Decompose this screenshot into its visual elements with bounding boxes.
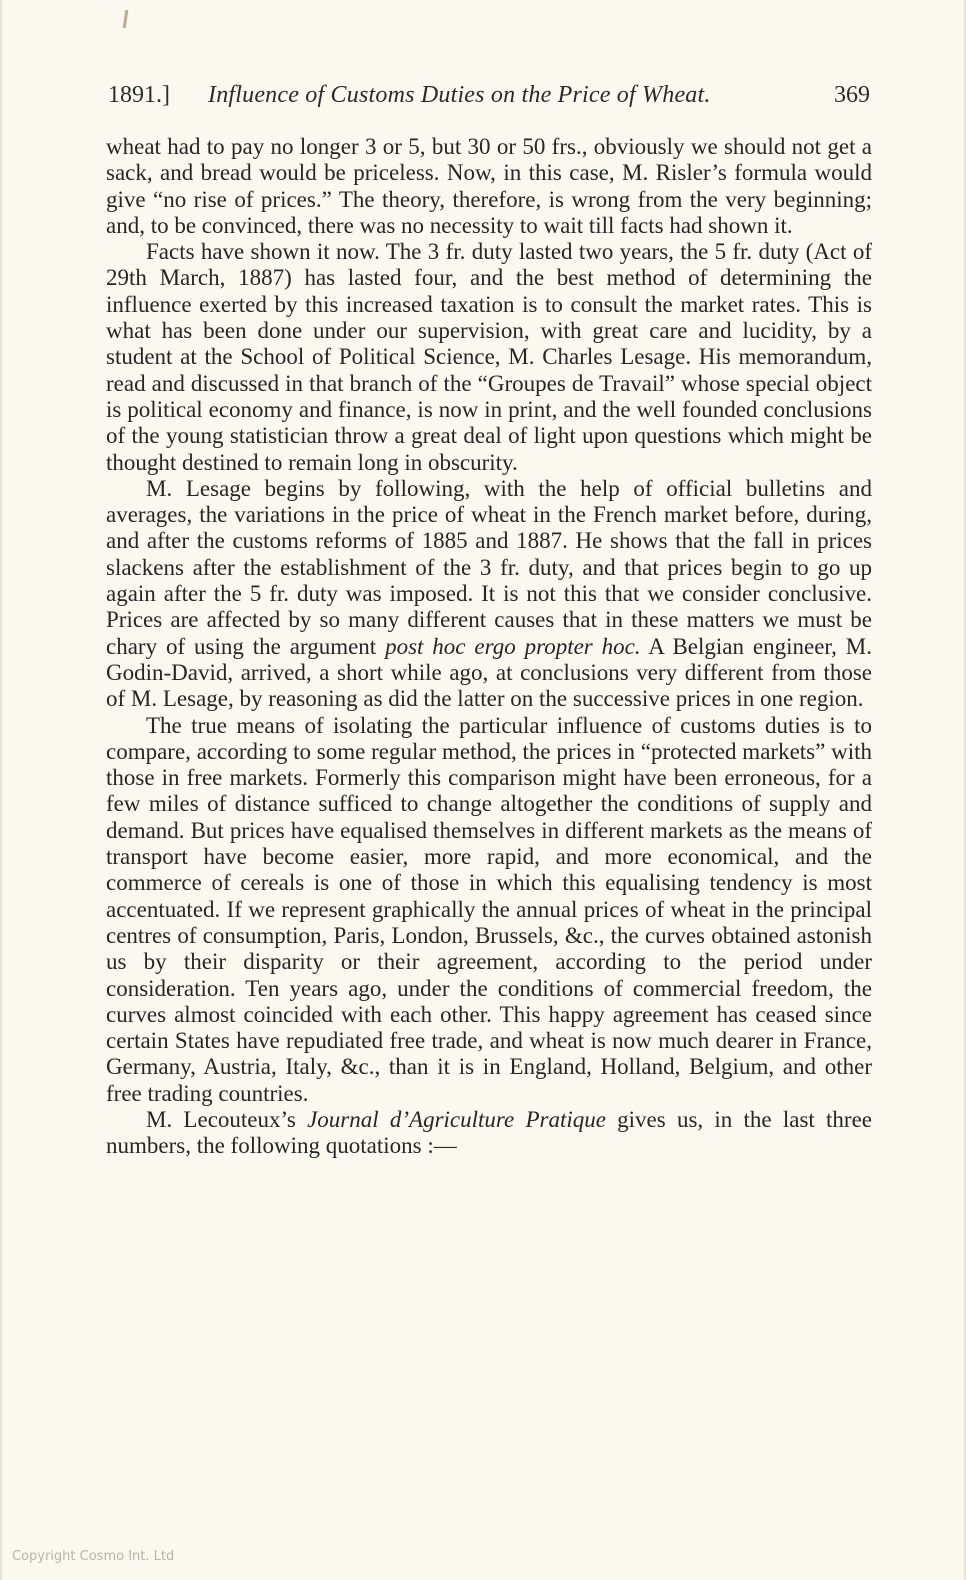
paragraph-5-text-after: gives us, in the last three numbers, the following quotations :— — [106, 1106, 872, 1159]
running-header — [108, 82, 874, 116]
paragraph-5-journal-title: Journal d’Agriculture Pratique — [307, 1106, 606, 1132]
paragraph-3-text-before: M. Lesage begins by following, with the help of official bulletins and averages, the variations in the price of wheat in the French market before, during, and after the customs reforms of 1885 and 1887. He shows that the fall in prices slackens after the establishment of the 3 fr. duty, and that prices begin to go up again after the 5 fr. duty was imposed. It is not this that we consider conclusive. Prices are affected by so many different causes that in these matters we must be chary of using the argument — [106, 475, 872, 659]
article-body — [106, 134, 872, 1160]
header-title: Influence of Customs Duties on the Price of Wheat. — [208, 82, 711, 108]
page-number: 369 — [834, 82, 870, 108]
paragraph-3 — [106, 476, 872, 713]
paragraph-5 — [106, 1107, 872, 1160]
header-year: 1891.] — [108, 82, 170, 108]
paragraph-4: The true means of isolating the particular influence of customs duties is to compare, according to some regular method, the prices in “protected markets” with those in free markets. Formerly this comparison might have been erroneous, for a few miles of distance sufficed to change altogether the conditions of supply and demand. But prices have equalised themselves in different markets as the means of transport have become easier, more rapid, and more economical, and the commerce of cereals is one of those in which this equalising tendency is most accentuated. If we represent graphically the annual prices of wheat in the principal centres of consumption, Paris, London, Brussels, &c., the curves obtained astonish us by their disparity or their agreement, according to the period under consideration. Ten years ago, under the conditions of commercial freedom, the curves almost coincided with each other. This happy agreement has ceased since certain States have repudiated free trade, and wheat is now much dearer in France, Germany, Austria, Italy, &c., than it is in England, Holland, Belgium, and other free trading countries. — [106, 712, 872, 1106]
paragraph-3-latin-phrase: post hoc ergo propter hoc. — [385, 633, 641, 659]
paragraph-5-text-before: M. Lecouteux’s — [146, 1106, 308, 1132]
copyright-watermark: Copyright Cosmo Int. Ltd — [12, 1549, 175, 1564]
paragraph-1: wheat had to pay no longer 3 or 5, but 30 or 50 frs., obviously we should not get a sack, and bread would be priceless. Now, in this case, M. Risler’s formula would give “no rise of prices.” The theory, therefore, is wrong from the very beginning; and, to be convinced, there was no necessity to wait till facts had shown it. — [106, 134, 872, 238]
paragraph-3-text-after: A Belgian engineer, M. Godin-David, arrived, a short while ago, at conclusions very different from those of M. Lesage, by reasoning as did the latter on the successive prices in one region. — [106, 633, 872, 712]
paragraph-2: Facts have shown it now. The 3 fr. duty lasted two years, the 5 fr. duty (Act of 29th March, 1887) has lasted four, and the best method of determining the influence exerted by this increased taxation is to consult the market rates. This is what has been done under our supervision, with great care and lucidity, by a student at the School of Political Science, M. Charles Lesage. His memorandum, read and discussed in that branch of the “Groupes de Travail” whose special object is political economy and finance, is now in print, and the well founded conclusions of the young statistician throw a great deal of light upon questions which might be thought destined to remain long in obscurity. — [106, 239, 872, 475]
